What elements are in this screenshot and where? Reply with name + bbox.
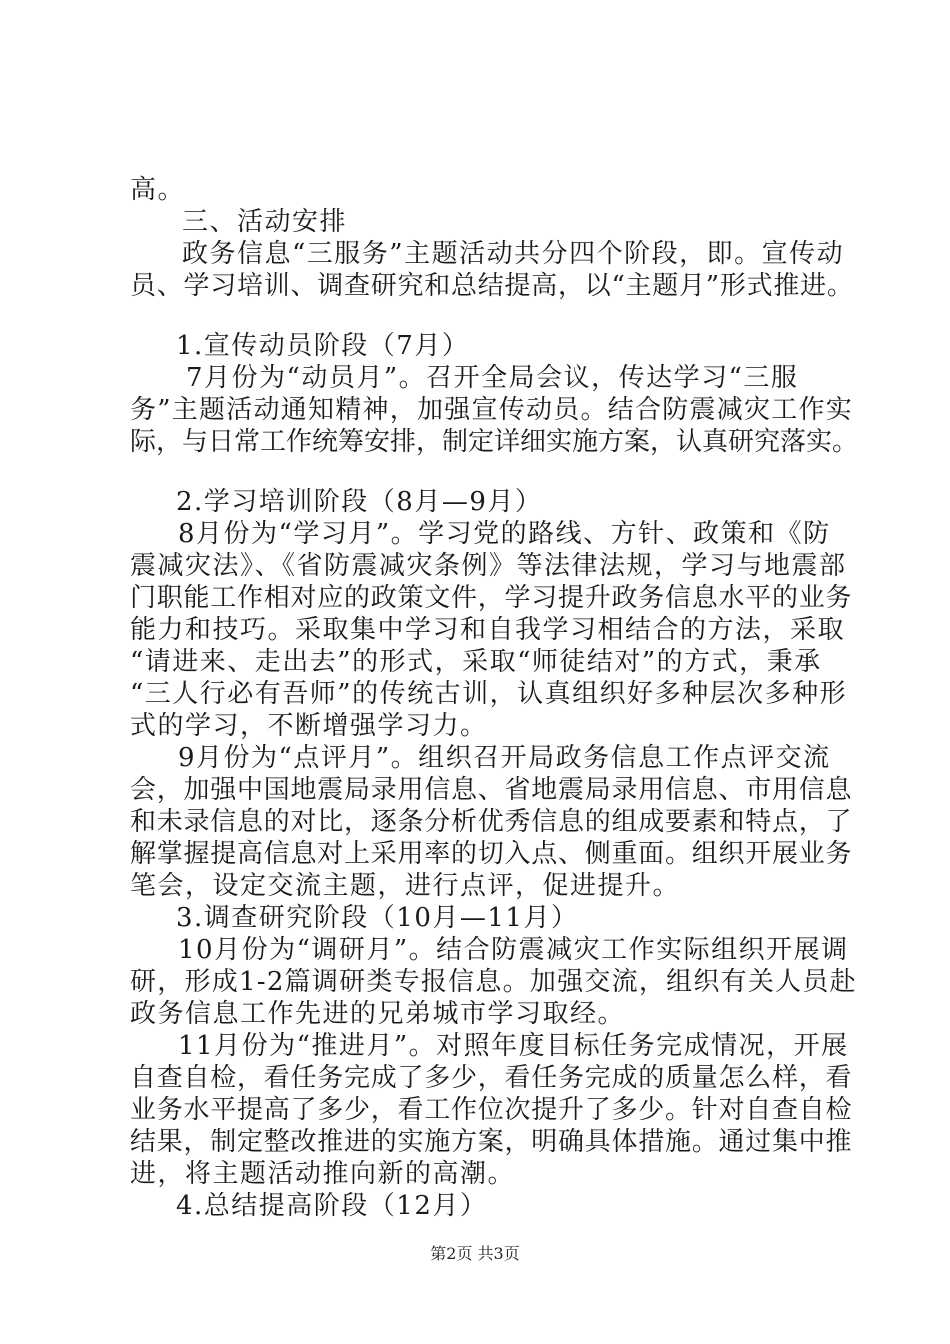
text-line: 8月份为“学习月”。学习党的路线、方针、政策和《防 bbox=[178, 519, 831, 549]
text-line: 政务信息工作先进的兄弟城市学习取经。 bbox=[130, 999, 626, 1029]
text-line: 11月份为“推进月”。对照年度目标任务完成情况，开展 bbox=[178, 1031, 849, 1061]
text-line: 9月份为“点评月”。组织召开局政务信息工作点评交流 bbox=[178, 743, 831, 773]
text-line: 7月份为“动员月”。召开全局会议，传达学习“三服 bbox=[186, 363, 799, 393]
text-line: 研，形成1-2篇调研类专报信息。加强交流，组织有关人员赴 bbox=[130, 967, 857, 997]
text-line: 门职能工作相对应的政策文件，学习提升政务信息水平的业务 bbox=[130, 583, 853, 613]
text-line: 能力和技巧。采取集中学习和自我学习相结合的方法，采取 bbox=[130, 615, 846, 645]
text-line: 笔会，设定交流主题，进行点评，促进提升。 bbox=[130, 871, 681, 901]
text-line: 高。 bbox=[130, 175, 186, 205]
text-line: 务”主题活动通知精神，加强宣传动员。结合防震减灾工作实 bbox=[130, 395, 854, 425]
subsection-heading: 3.调查研究阶段（10月—11月） bbox=[176, 903, 579, 933]
section-heading: 三、活动安排 bbox=[182, 207, 348, 237]
text-line: 自查自检，看任务完成了多少，看任务完成的质量怎么样，看 bbox=[130, 1063, 853, 1093]
text-line: “三人行必有吾师”的传统古训，认真组织好多种层次多种形 bbox=[130, 679, 848, 709]
text-line: 10月份为“调研月”。结合防震减灾工作实际组织开展调 bbox=[178, 935, 849, 965]
text-line: 业务水平提高了多少，看工作位次提升了多少。针对自查自检 bbox=[130, 1095, 853, 1125]
subsection-heading: 4.总结提高阶段（12月） bbox=[176, 1191, 488, 1221]
text-line: 解掌握提高信息对上采用率的切入点、侧重面。组织开展业务 bbox=[130, 839, 853, 869]
text-line: 结果，制定整改推进的实施方案，明确具体措施。通过集中推 bbox=[130, 1127, 853, 1157]
subsection-heading: 2.学习培训阶段（8月—9月） bbox=[176, 487, 543, 517]
page-number: 第2页 共3页 bbox=[430, 1244, 520, 1263]
text-line: 进，将主题活动推向新的高潮。 bbox=[130, 1159, 516, 1189]
text-line: 政务信息“三服务”主题活动共分四个阶段，即。宣传动 bbox=[182, 239, 845, 269]
text-line: “请进来、走出去”的形式，采取“师徒结对”的方式，秉承 bbox=[130, 647, 822, 677]
text-line: 会，加强中国地震局录用信息、省地震局录用信息、市用信息 bbox=[130, 775, 853, 805]
subsection-heading: 1.宣传动员阶段（7月） bbox=[176, 331, 470, 361]
text-line: 和未录信息的对比，逐条分析优秀信息的组成要素和特点，了 bbox=[130, 807, 853, 837]
text-line: 震减灾法》、《省防震减灾条例》等法律法规，学习与地震部 bbox=[130, 551, 847, 581]
text-line: 式的学习，不断增强学习力。 bbox=[130, 711, 488, 741]
text-line: 际，与日常工作统筹安排，制定详细实施方案，认真研究落实。 bbox=[130, 427, 859, 457]
text-line: 员、学习培训、调查研究和总结提高，以“主题月”形式推进。 bbox=[130, 271, 854, 301]
